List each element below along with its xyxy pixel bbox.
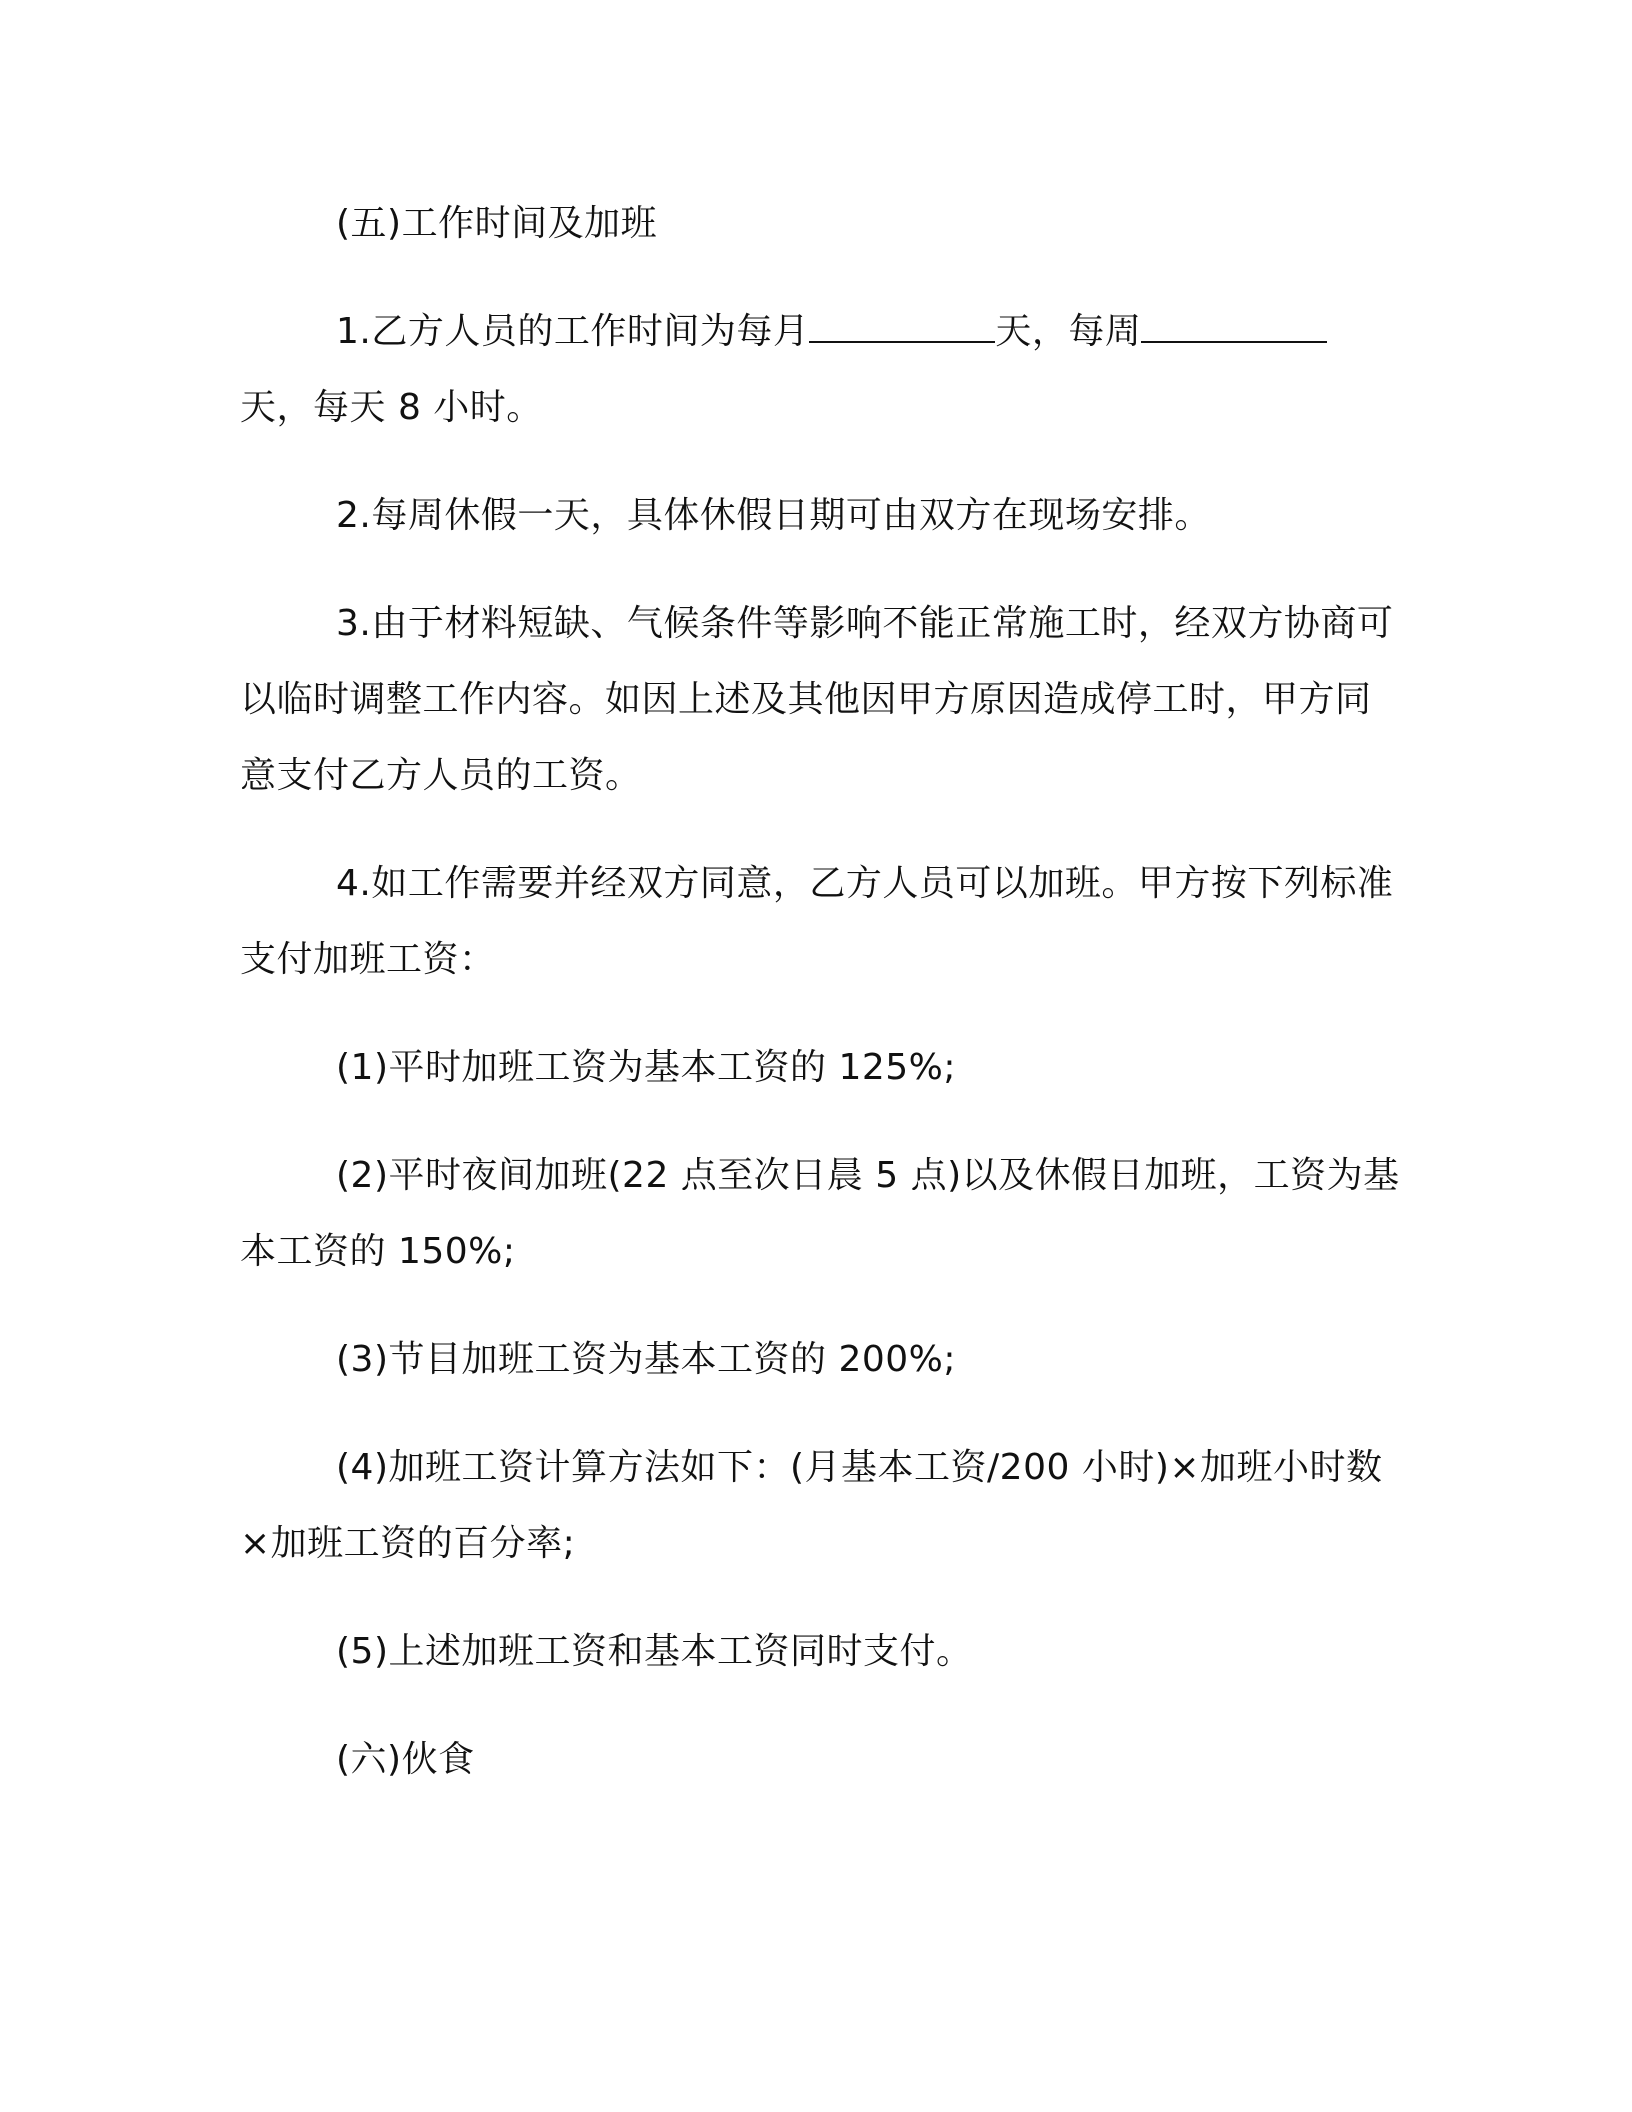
overtime-rule-1: (1)平时加班工资为基本工资的 125%; bbox=[336, 1047, 956, 1088]
section-heading-meals: (六)伙食 bbox=[336, 1739, 475, 1780]
clause-2-weekly-rest: 2.每周休假一天，具体休假日期可由双方在现场安排。 bbox=[336, 495, 1211, 536]
clause-4-overtime: 4.如工作需要并经双方同意，乙方人员可以加班。甲方按下列标准支付加班工资： bbox=[240, 863, 1394, 980]
clause-1-working-hours bbox=[240, 294, 1400, 446]
clause-1-text-a: 1.乙方人员的工作时间为每月 bbox=[336, 311, 810, 352]
clause-1-text-c: 天，每天 8 小时。 bbox=[240, 387, 543, 428]
days-per-week-blank bbox=[1141, 311, 1327, 343]
clause-3-work-adjustment: 3.由于材料短缺、气候条件等影响不能正常施工时，经双方协商可以临时调整工作内容。如因上述及其他因甲方原因造成停工时，甲方同意支付乙方人员的工资。 bbox=[240, 603, 1394, 796]
section-heading-work-hours: (五)工作时间及加班 bbox=[336, 203, 658, 244]
overtime-rule-2: (2)平时夜间加班(22 点至次日晨 5 点)以及休假日加班，工资为基本工资的 150%; bbox=[240, 1155, 1400, 1272]
overtime-rule-4: (4)加班工资计算方法如下：(月基本工资/200 小时)×加班小时数×加班工资的百分率; bbox=[240, 1447, 1383, 1564]
days-per-month-blank bbox=[809, 311, 995, 343]
overtime-rule-5: (5)上述加班工资和基本工资同时支付。 bbox=[336, 1631, 973, 1672]
document-body bbox=[240, 186, 1400, 1798]
overtime-rule-3: (3)节目加班工资为基本工资的 200%; bbox=[336, 1339, 956, 1380]
clause-1-text-b: 天，每周 bbox=[995, 311, 1142, 352]
